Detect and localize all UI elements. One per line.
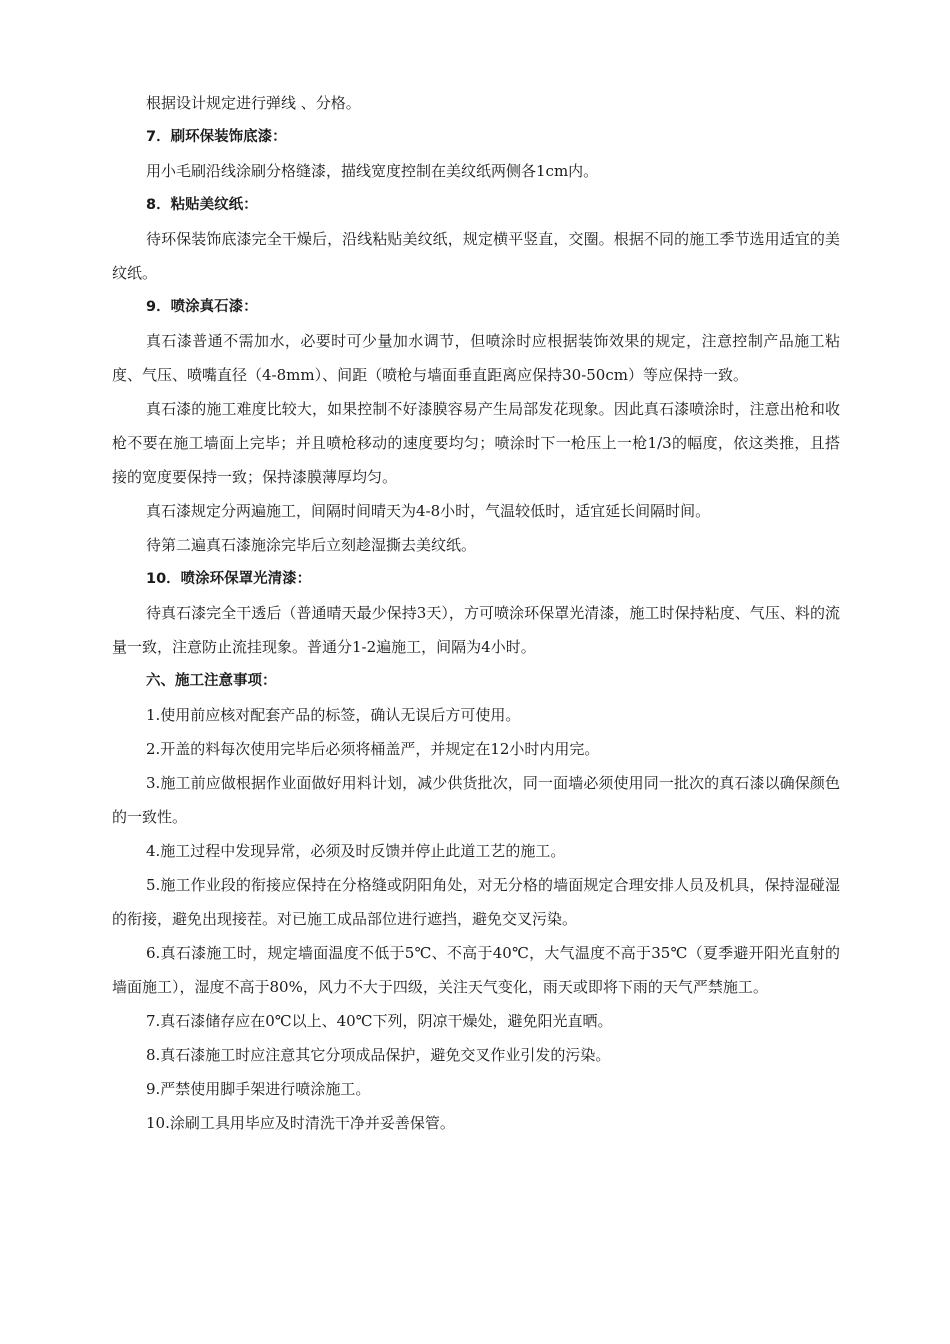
- section-8-paragraph: 待环保装饰底漆完全干燥后，沿线粘贴美纹纸，规定横平竖直，交圈。根据不同的施工季节选用适宜的美纹纸。: [112, 230, 840, 282]
- notice-item-3: 3.施工前应做根据作业面做好用料计划，减少供货批次，同一面墙必须使用同一批次的真石漆以确保颜色的一致性。: [112, 774, 840, 826]
- section-9-heading: 9．喷涂真石漆：: [146, 299, 258, 315]
- intro-paragraph: 根据设计规定进行弹线 、分格。: [146, 94, 361, 112]
- section-7-heading: 7．刷环保装饰底漆：: [146, 129, 287, 145]
- notice-item-1: 1.使用前应核对配套产品的标签，确认无误后方可使用。: [146, 706, 521, 724]
- notice-item-10: 10.涂刷工具用毕应及时清洗干净并妥善保管。: [146, 1114, 455, 1132]
- section-6-heading: 六、施工注意事项：: [146, 673, 277, 689]
- section-9-paragraph-2: 真石漆的施工难度比较大，如果控制不好漆膜容易产生局部发花现象。因此真石漆喷涂时，注意出枪和收枪不要在施工墙面上完毕；并且喷枪移动的速度要均匀；喷涂时下一枪压上一枪1/3的幅度，依这类推，且搭接的宽度要保持一致；保持漆膜薄厚均匀。: [112, 400, 840, 486]
- notice-item-5: 5.施工作业段的衔接应保持在分格缝或阴阳角处，对无分格的墙面规定合理安排人员及机具，保持湿碰湿的衔接，避免出现接茬。对已施工成品部位进行遮挡，避免交叉污染。: [112, 876, 840, 928]
- notice-item-8: 8.真石漆施工时应注意其它分项成品保护，避免交叉作业引发的污染。: [146, 1046, 611, 1064]
- notice-item-7: 7.真石漆储存应在0℃以上、40℃下列，阴凉干燥处，避免阳光直晒。: [146, 1012, 613, 1030]
- section-7-paragraph: 用小毛刷沿线涂刷分格缝漆，描线宽度控制在美纹纸两侧各1cm内。: [146, 162, 599, 180]
- section-10-paragraph: 待真石漆完全干透后（普通晴天最少保持3天），方可喷涂环保罩光清漆，施工时保持粘度、气压、料的流量一致，注意防止流挂现象。普通分1-2遍施工，间隔为4小时。: [112, 604, 840, 656]
- section-9-paragraph-4: 待第二遍真石漆施涂完毕后立刻趁湿撕去美纹纸。: [146, 536, 477, 554]
- section-9-paragraph-3: 真石漆规定分两遍施工，间隔时间晴天为4-8小时，气温较低时，适宜延长间隔时间。: [146, 502, 711, 520]
- notice-item-2: 2.开盖的料每次使用完毕后必须将桶盖严，并规定在12小时内用完。: [146, 740, 600, 758]
- document-body: [112, 86, 840, 1140]
- notice-item-6: 6.真石漆施工时，规定墙面温度不低于5℃、不高于40℃，大气温度不高于35℃（夏季避开阳光直射的墙面施工），湿度不高于80%，风力不大于四级，关注天气变化，雨天或即将下雨的天气严禁施工。: [112, 944, 840, 996]
- notice-item-4: 4.施工过程中发现异常，必须及时反馈并停止此道工艺的施工。: [146, 842, 566, 860]
- notice-item-9: 9.严禁使用脚手架进行喷涂施工。: [146, 1080, 371, 1098]
- section-8-heading: 8．粘贴美纹纸：: [146, 197, 258, 213]
- section-10-heading: 10．喷涂环保罩光清漆：: [146, 571, 312, 587]
- section-9-paragraph-1: 真石漆普通不需加水，必要时可少量加水调节，但喷涂时应根据装饰效果的规定，注意控制产品施工粘度、气压、喷嘴直径（4-8mm）、间距（喷枪与墙面垂直距离应保持30-50cm）等应保持一致。: [112, 332, 840, 384]
